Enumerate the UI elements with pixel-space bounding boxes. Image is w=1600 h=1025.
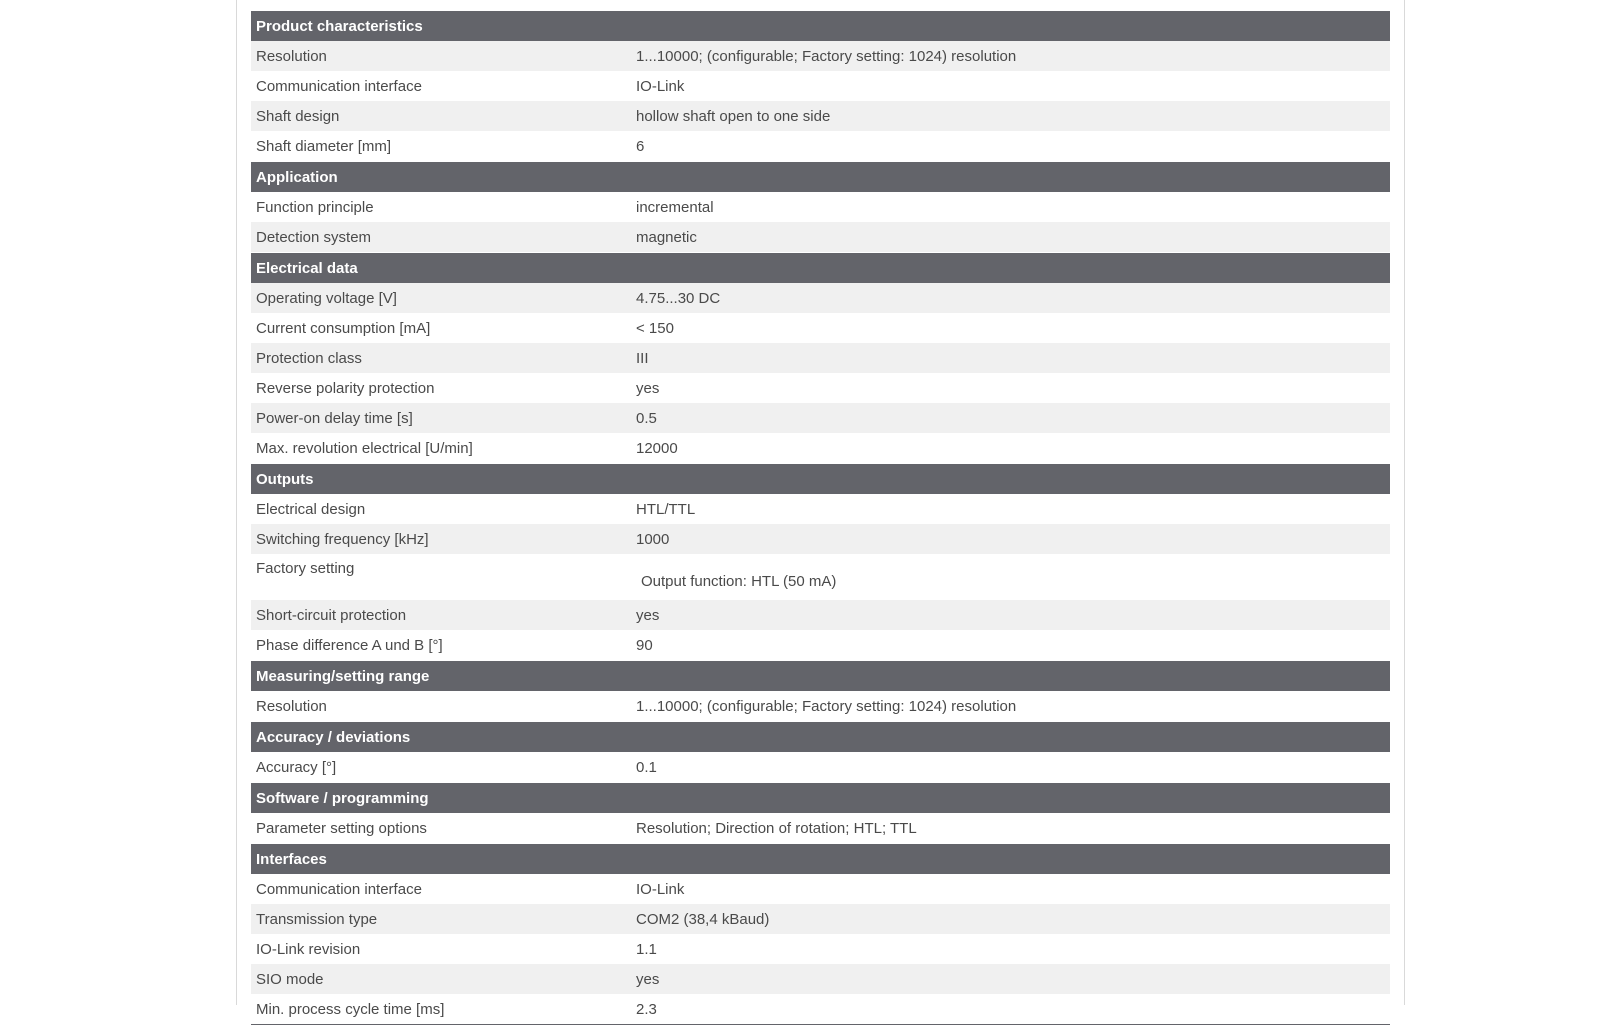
row-label: Min. process cycle time [ms] [251, 994, 631, 1025]
section-header-accuracy-deviations [251, 722, 1390, 753]
section-title: Accuracy / deviations [251, 722, 1390, 753]
row-value: 1...10000; (configurable; Factory setting: 1024) resolution [631, 41, 1390, 71]
row-label: Function principle [251, 192, 631, 222]
row-label: IO-Link revision [251, 934, 631, 964]
row-label: Electrical design [251, 494, 631, 524]
table-row [251, 41, 1390, 71]
table-row [251, 71, 1390, 101]
table-row [251, 904, 1390, 934]
row-value: Output function: HTL (50 mA) [631, 554, 1390, 600]
table-row [251, 934, 1390, 964]
row-label: Power-on delay time [s] [251, 403, 631, 433]
table-row [251, 283, 1390, 313]
table-row [251, 964, 1390, 994]
section-title: Interfaces [251, 844, 1390, 875]
row-label: Transmission type [251, 904, 631, 934]
row-value: < 150 [631, 313, 1390, 343]
section-header-interfaces [251, 844, 1390, 875]
row-value: COM2 (38,4 kBaud) [631, 904, 1390, 934]
row-value: 0.5 [631, 403, 1390, 433]
section-header-outputs [251, 464, 1390, 495]
row-value: yes [631, 600, 1390, 630]
section-header-software-programming [251, 783, 1390, 814]
row-label: Switching frequency [kHz] [251, 524, 631, 554]
table-row [251, 600, 1390, 630]
row-label: Current consumption [mA] [251, 313, 631, 343]
row-label: Communication interface [251, 874, 631, 904]
table-row [251, 101, 1390, 131]
spec-table [251, 10, 1390, 1025]
row-label: Resolution [251, 691, 631, 722]
section-title: Outputs [251, 464, 1390, 495]
row-value: 12000 [631, 433, 1390, 464]
table-row [251, 313, 1390, 343]
section-title: Software / programming [251, 783, 1390, 814]
row-label: Phase difference A und B [°] [251, 630, 631, 661]
section-title: Product characteristics [251, 11, 1390, 42]
section-header-measuring-setting-range [251, 661, 1390, 692]
table-row [251, 554, 1390, 600]
table-row [251, 752, 1390, 783]
section-header-product-characteristics [251, 11, 1390, 42]
table-row [251, 630, 1390, 661]
section-header-electrical-data [251, 253, 1390, 284]
table-row [251, 222, 1390, 253]
row-label: Shaft design [251, 101, 631, 131]
row-value: 90 [631, 630, 1390, 661]
row-label: Parameter setting options [251, 813, 631, 844]
table-row [251, 192, 1390, 222]
row-value: 1000 [631, 524, 1390, 554]
row-label: Communication interface [251, 71, 631, 101]
row-label: SIO mode [251, 964, 631, 994]
row-value: yes [631, 964, 1390, 994]
row-value: III [631, 343, 1390, 373]
row-label: Detection system [251, 222, 631, 253]
row-value: magnetic [631, 222, 1390, 253]
row-label: Factory setting [251, 554, 631, 600]
row-value: 1.1 [631, 934, 1390, 964]
row-value: IO-Link [631, 874, 1390, 904]
row-value: IO-Link [631, 71, 1390, 101]
table-row [251, 691, 1390, 722]
table-row [251, 994, 1390, 1025]
section-title: Measuring/setting range [251, 661, 1390, 692]
row-value: 2.3 [631, 994, 1390, 1025]
row-label: Max. revolution electrical [U/min] [251, 433, 631, 464]
table-row [251, 131, 1390, 162]
table-row [251, 373, 1390, 403]
row-value: HTL/TTL [631, 494, 1390, 524]
row-value: 6 [631, 131, 1390, 162]
row-label: Shaft diameter [mm] [251, 131, 631, 162]
table-row [251, 874, 1390, 904]
row-value: 4.75...30 DC [631, 283, 1390, 313]
table-row [251, 403, 1390, 433]
row-value: Resolution; Direction of rotation; HTL; TTL [631, 813, 1390, 844]
table-row [251, 433, 1390, 464]
row-value: 1...10000; (configurable; Factory setting: 1024) resolution [631, 691, 1390, 722]
row-value: 0.1 [631, 752, 1390, 783]
row-label: Resolution [251, 41, 631, 71]
section-title: Application [251, 162, 1390, 193]
row-label: Reverse polarity protection [251, 373, 631, 403]
table-row [251, 813, 1390, 844]
row-value: yes [631, 373, 1390, 403]
table-row [251, 494, 1390, 524]
row-value: hollow shaft open to one side [631, 101, 1390, 131]
row-label: Short-circuit protection [251, 600, 631, 630]
section-header-application [251, 162, 1390, 193]
row-value: incremental [631, 192, 1390, 222]
table-row [251, 343, 1390, 373]
section-title: Electrical data [251, 253, 1390, 284]
table-row [251, 524, 1390, 554]
row-label: Protection class [251, 343, 631, 373]
row-label: Accuracy [°] [251, 752, 631, 783]
row-label: Operating voltage [V] [251, 283, 631, 313]
